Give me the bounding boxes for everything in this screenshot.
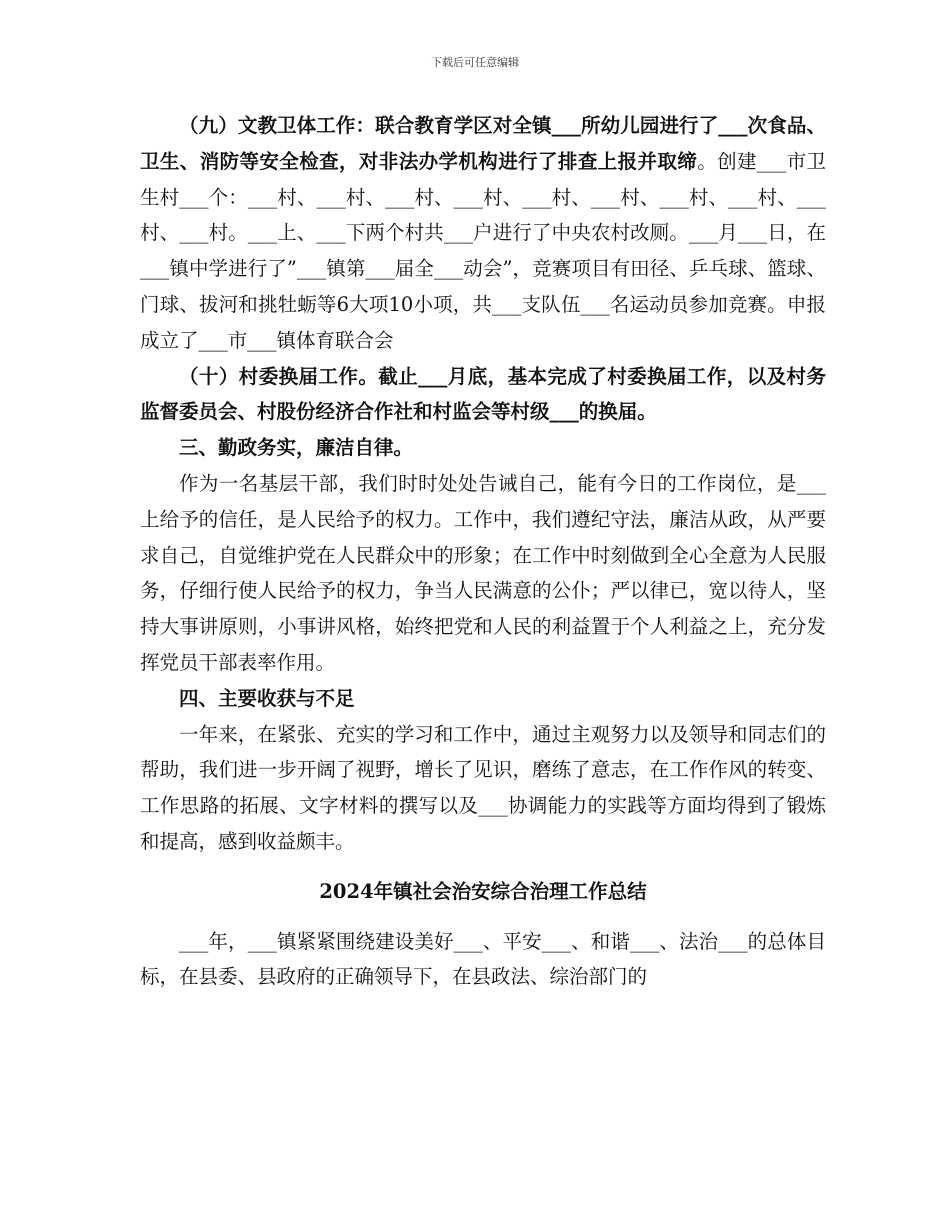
section-9-rest: 。创建___市卫生村___个：___村、___村、___村、___村、___村、___村、___村、___村、___村、___村。___上、___下两个村共___户进行了中央农村改厕。___月___日，在___镇中学进行了”___镇第___届全___动会”，竞赛项目有田径、乒乓球、篮球、门球、拔河和挑牡蛎等6大项10小项，共___支队伍___名运动员参加竞赛。申报成立了___市___镇体育联合会 (140, 149, 826, 352)
heading-4: 四、主要收获与不足 (179, 686, 355, 710)
page-header: 下载后可任意编辑 (431, 56, 519, 69)
paragraph-5: ___年，___镇紧紧围绕建设美好___、平安___、和谐___、法治___的总体目标，在县委、县政府的正确领导下，在县政法、综治部门的 (140, 929, 826, 989)
paragraph-4: 一年来，在紧张、充实的学习和工作中，通过主观努力以及领导和同志们的帮助，我们进一步开阔了视野，增长了见识，磨练了意志，在工作作风的转变、工作思路的拓展、文字材料的撰写以及___协调能力的实践等方面均得到了锻炼和提高，感到收益颇丰。 (140, 722, 826, 853)
heading-3: 三、勤政务实，廉洁自律。 (179, 436, 414, 460)
document-title: 2024年镇社会治安综合治理工作总结 (319, 879, 647, 903)
section-10-paragraph: （十）村委换届工作。截止___月底，基本完成了村委换届工作，以及村务监督委员会、村股份经济合作社和村监会等村级___的换届。 (140, 364, 826, 424)
paragraph-3: 作为一名基层干部，我们时时处处告诫自己，能有今日的工作岗位，是___上给予的信任，是人民给予的权力。工作中，我们遵纪守法，廉洁从政，从严要求自己，自觉维护党在人民群众中的形象；在工作中时刻做到全心全意为人民服务，仔细行使人民给予的权力，争当人民满意的公仆；严以律已，宽以待人，坚持大事讲原则，小事讲风格，始终把党和人民的利益置于个人利益之上，充分发挥党员干部表率作用。 (140, 471, 826, 674)
document-body (140, 108, 826, 995)
section-9-lead: （九）文教卫体工作：联合教育学区对全镇___所幼儿园进行了___次食品、卫生、消防等安全检查，对非法办学机构进行了排查上报并取缔 (140, 114, 826, 173)
section-9-paragraph (140, 108, 826, 359)
